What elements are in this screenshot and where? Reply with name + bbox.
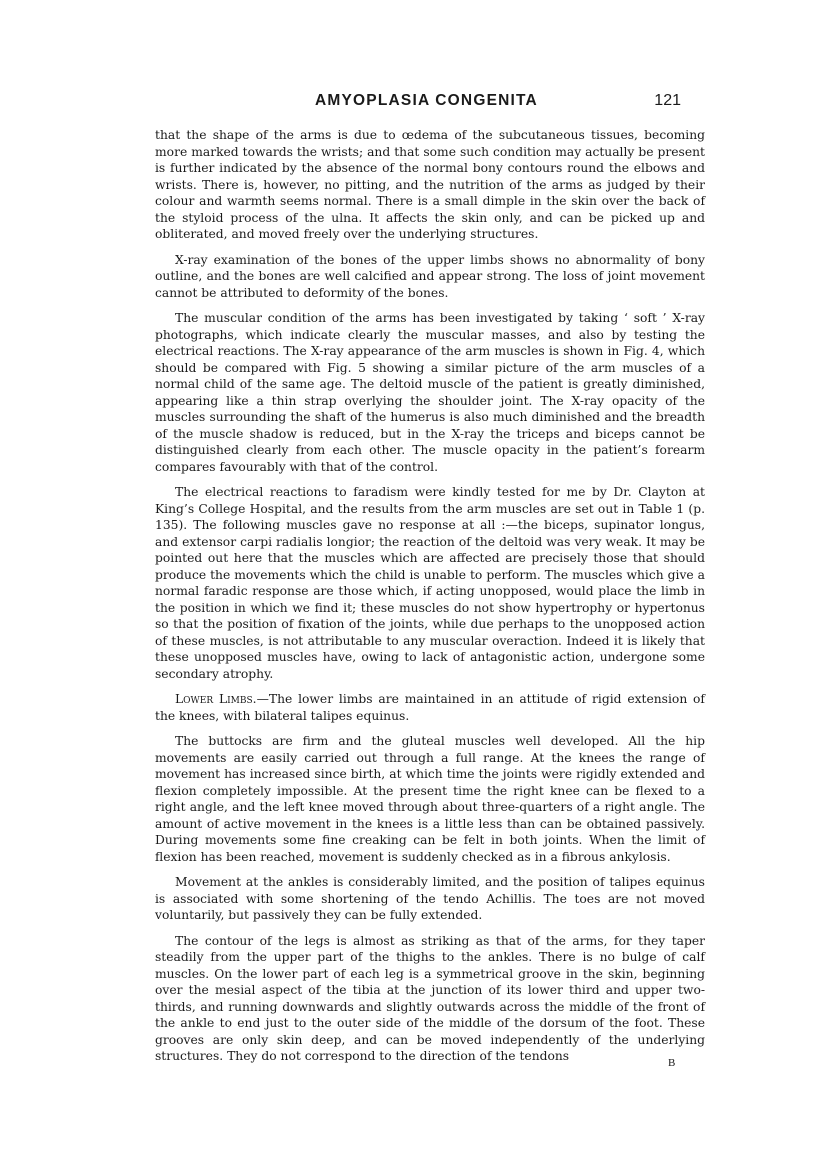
paragraph: The muscular condition of the arms has been investigated by taking ‘ soft ’ X-ray photographs, which indicate clearly the muscular masses, and also by testing the electrical reactions. The X-ray appearance of the arm muscles is shown in Fig. 4, which should be compared with Fig. 5 showing a similar picture of the arm muscles of a normal child of the same age. The deltoid muscle of the patient is greatly diminished, appearing like a thin strap overlying the shoulder joint. The X-ray opacity of the muscles surrounding the shaft of the humerus is also much diminished and the breadth of the muscle shadow is reduced, but in the X-ray the triceps and biceps cannot be distinguished clearly from each other. The muscle opacity in the patient’s forearm compares favourably with that of the control. <box>155 311 705 474</box>
paragraph: that the shape of the arms is due to œdema of the subcutaneous tissues, becoming more marked towards the wrists; and that some such condition may actually be present is further indicated by the absence of the normal bony contours round the elbows and wrists. There is, however, no pitting, and the nutrition of the arms as judged by their colour and warmth seems normal. There is a small dimple in the skin over the back of the styloid process of the ulna. It affects the skin only, and can be picked up and obliterated, and moved freely over the underlying structures. <box>155 128 705 241</box>
lower-limbs-paragraph <box>155 691 705 724</box>
paragraph: Movement at the ankles is considerably limited, and the position of talipes equinus is associated with some shortening of the tendo Achillis. The toes are not moved voluntarily, but passively they can be fully extended. <box>155 875 705 922</box>
page-header <box>155 92 681 116</box>
section-text: —The lower limbs are maintained in an attitude of rigid extension of the knees, with bilateral talipes equinus. <box>155 692 705 723</box>
running-title: AMYOPLASIA CONGENITA <box>315 92 538 109</box>
paragraph: The contour of the legs is almost as striking as that of the arms, for they taper steadily from the upper part of the thighs to the ankles. There is no bulge of calf muscles. On the lower part of each leg is a symmetrical groove in the skin, beginning over the mesial aspect of the tibia at the junction of its lower third and upper two-thirds, and running downwards and slightly outwards across the middle of the front of the ankle to end just to the outer side of the middle of the dorsum of the foot. These grooves are only skin deep, and can be moved independently of the underlying structures. They do not correspond to the direction of the tendons <box>155 933 705 1063</box>
paragraph: The electrical reactions to faradism were kindly tested for me by Dr. Clayton at King’s College Hospital, and the results from the arm muscles are set out in Table 1 (p. 135). The following muscles gave no response at all :—the biceps, supinator longus, and extensor carpi radialis longior; the reaction of the deltoid was very weak. It may be pointed out here that the muscles which are affected are precisely those that should produce the movements which the child is unable to perform. The muscles which give a normal faradic response are those which, if acting unopposed, would place the limb in the position in which we find it; these muscles do not show hypertrophy or hypertonus so that the position of fixation of the joints, while due perhaps to the unopposed action of these muscles, is not attributable to any muscular overaction. Indeed it is likely that these unopposed muscles have, owing to lack of antagonistic action, undergone some secondary atrophy. <box>155 485 705 681</box>
section-heading: Lower Limbs. <box>175 692 257 706</box>
signature-mark: B <box>668 1057 676 1069</box>
paragraph: The buttocks are firm and the gluteal muscles well developed. All the hip movements are easily carried out through a full range. At the knees the range of movement has increased since birth, at which time the joints were rigidly extended and flexion completely impossible. At the present time the right knee can be flexed to a right angle, and the left knee moved through about three-quarters of a right angle. The amount of active movement in the knees is a little less than can be obtained passively. During movements some fine creaking can be felt in both joints. When the limit of flexion has been reached, movement is suddenly checked as in a fibrous ankylosis. <box>155 734 705 864</box>
page-number: 121 <box>654 92 681 109</box>
paragraph: X-ray examination of the bones of the upper limbs shows no abnormality of bony outline, and the bones are well calcified and appear strong. The loss of joint movement cannot be attributed to deformity of the bones. <box>155 252 705 300</box>
article-body <box>155 127 705 1074</box>
